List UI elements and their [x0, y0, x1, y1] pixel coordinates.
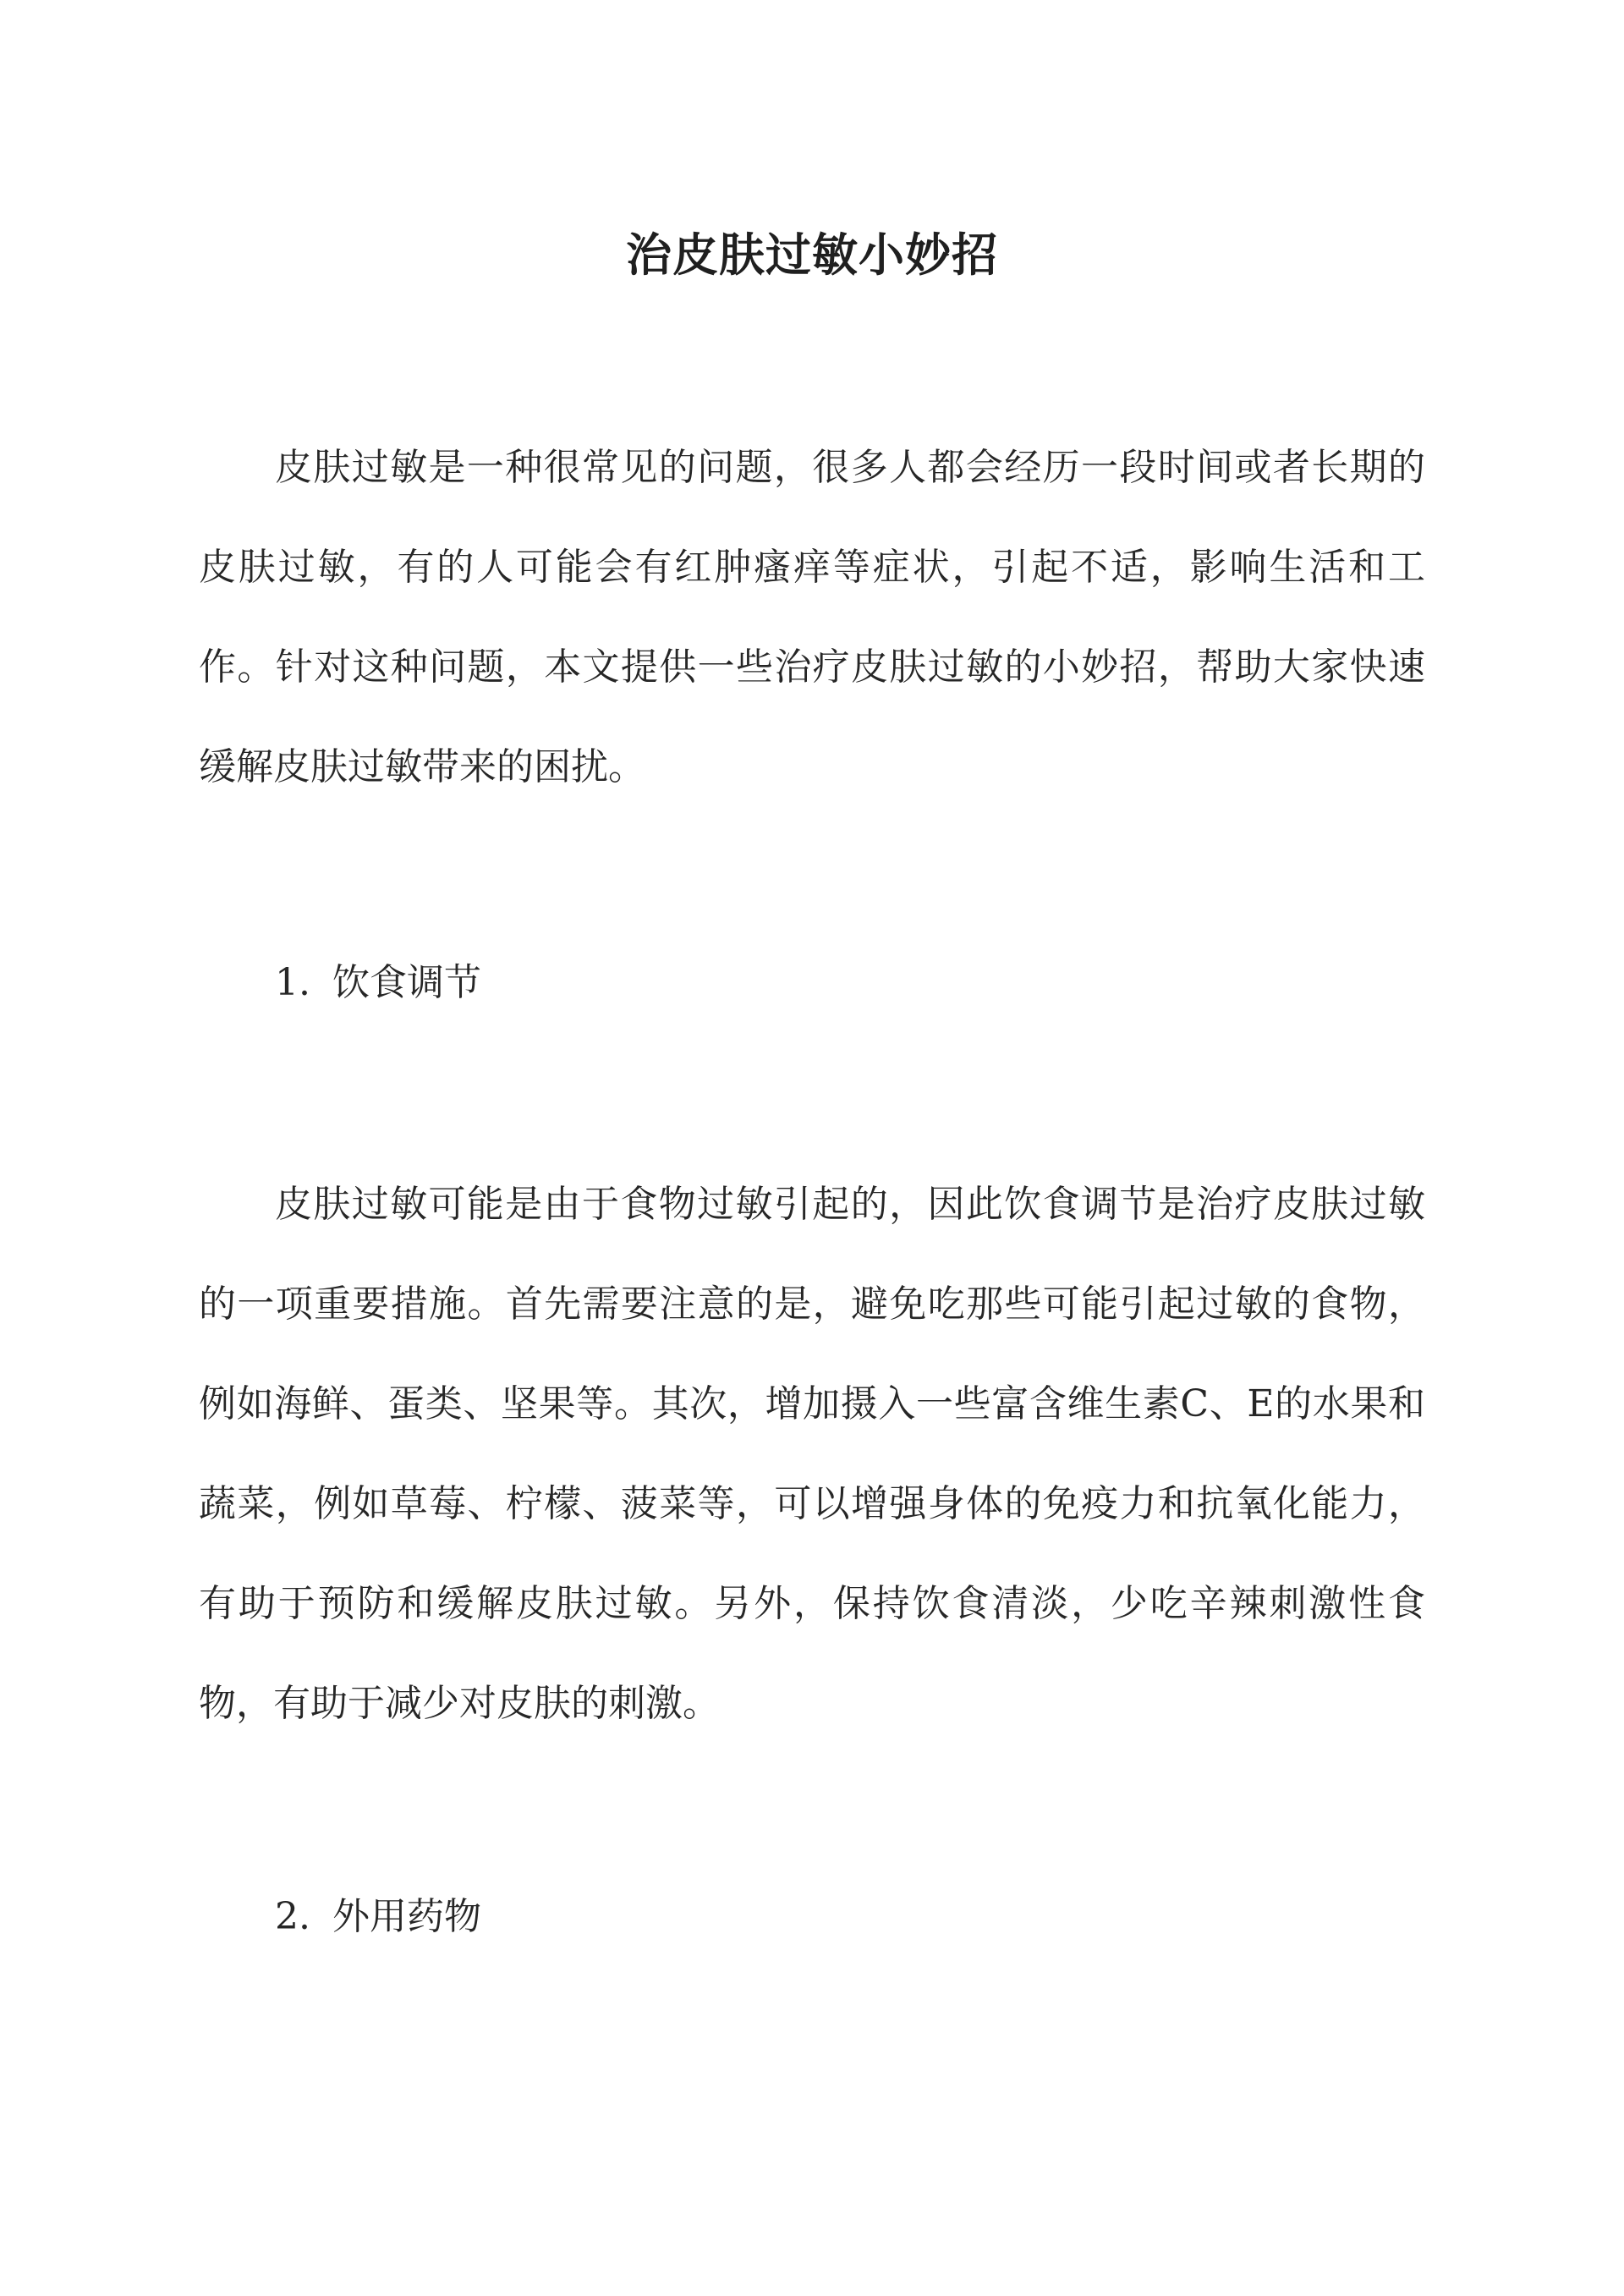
section-heading-text: 饮食调节: [332, 961, 481, 1004]
intro-paragraph: 皮肤过敏是一种很常见的问题，很多人都会经历一段时间或者长期的皮肤过敏，有的人可能会有红肿瘙痒等症状，引起不适，影响生活和工作。针对这种问题，本文提供一些治疗皮肤过敏的小妙招，帮助大家快速缓解皮肤过敏带来的困扰。: [199, 446, 1425, 788]
document-title: 治皮肤过敏小妙招: [626, 228, 998, 283]
section-heading-text: 外用药物: [332, 1895, 481, 1938]
section-heading-topical-medicine: [275, 1892, 481, 1942]
section-heading-diet: [275, 958, 481, 1008]
section-number: 1.: [275, 961, 310, 1004]
section-body-diet: 皮肤过敏可能是由于食物过敏引起的，因此饮食调节是治疗皮肤过敏的一项重要措施。首先需要注意的是，避免吃那些可能引起过敏的食物，例如海鲜、蛋类、坚果等。其次，增加摄入一些富含维生素C、E的水果和蔬菜，例如草莓、柠檬、菠菜等，可以增强身体的免疫力和抗氧化能力，有助于预防和缓解皮肤过敏。另外，保持饮食清淡，少吃辛辣刺激性食物，有助于减少对皮肤的刺激。: [199, 1183, 1425, 1725]
section-number: 2.: [275, 1895, 310, 1938]
